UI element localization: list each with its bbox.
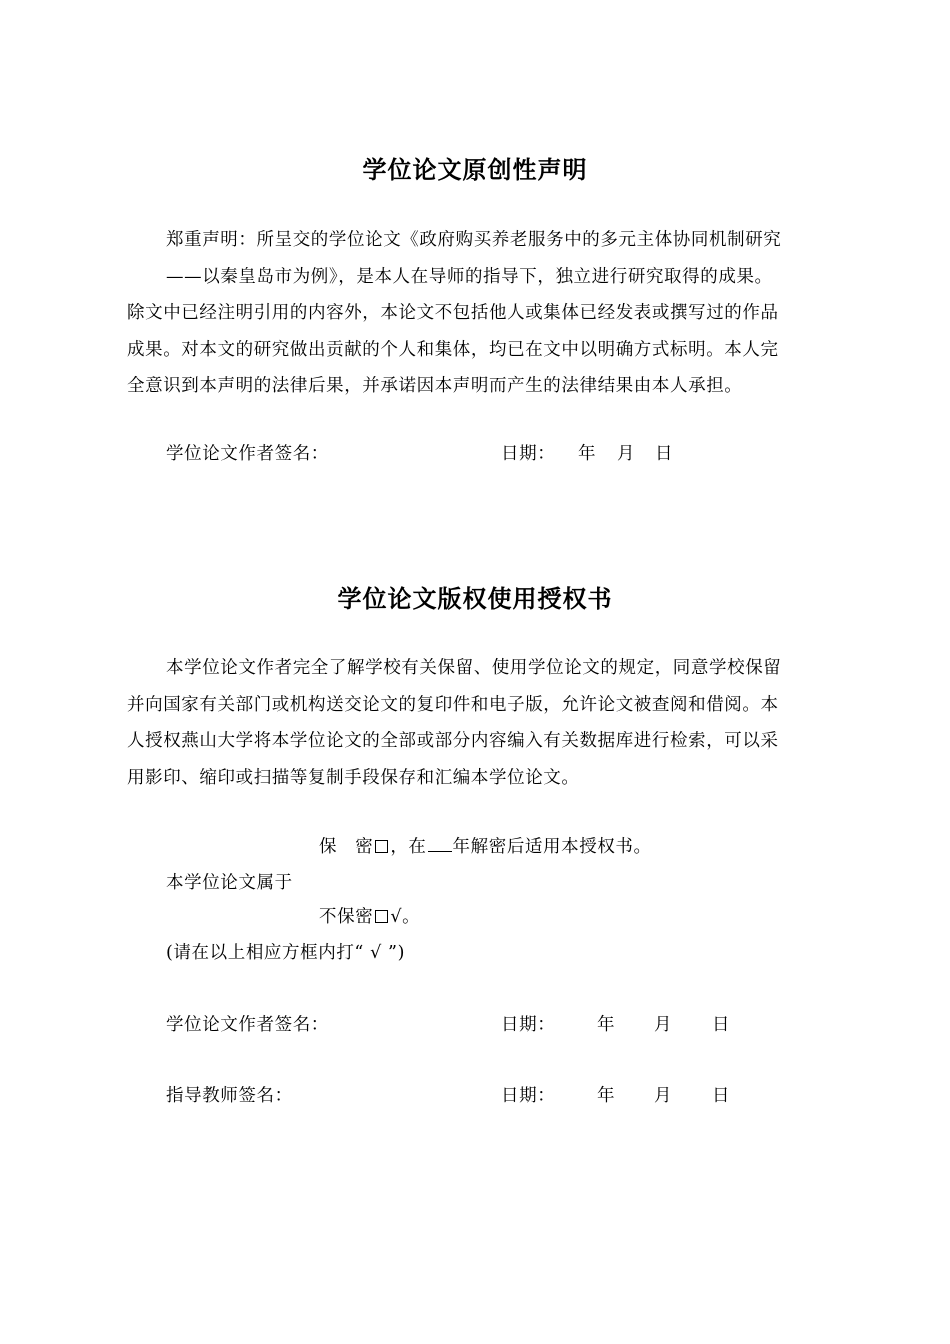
advisor-year: 年 [597,1086,616,1106]
originality-signature-label: 学位论文作者签名： [166,444,329,464]
advisor-signature-label: 指导教师签名： [166,1086,293,1106]
advisor-day: 日 [712,1086,731,1106]
author-month: 月 [654,1015,673,1035]
advisor-month: 月 [654,1086,673,1106]
authorization-title: 学位论文版权使用授权书 [337,585,613,613]
author-signature-label: 学位论文作者签名： [166,1015,329,1035]
nonsecret-option: 不保密 √。 [319,907,421,927]
secret-option: 保 密 ，在 年解密后适用本授权书。 [319,837,652,857]
authorization-line-4: 用影印、缩印或扫描等复制手段保存和汇编本学位论文。 [127,767,580,788]
authorization-line-3: 人授权燕山大学将本学位论文的全部或部分内容编入有关数据库进行检索，可以采 [127,731,779,751]
originality-year: 年 [578,444,597,464]
originality-date-label: 日期： [501,444,556,464]
belongs-label: 本学位论文属于 [166,873,293,893]
secret-years-blank[interactable] [428,837,452,852]
originality-line-4: 成果。对本文的研究做出贡献的个人和集体，均已在文中以明确方式标明。本人完 [127,339,779,360]
originality-line-1: 郑重声明：所呈交的学位论文《政府购买养老服务中的多元主体协同机制研究 [166,230,782,250]
originality-line-5: 全意识到本声明的法律后果，并承诺因本声明而产生的法律结果由本人承担。 [127,376,743,396]
authorization-paragraph [127,650,827,796]
author-day: 日 [712,1015,731,1035]
advisor-date-label: 日期： [501,1086,556,1106]
secret-checkbox[interactable] [375,840,388,853]
originality-title: 学位论文原创性声明 [362,156,588,184]
originality-paragraph [127,222,827,405]
author-date-label: 日期： [501,1015,556,1035]
author-year: 年 [597,1015,616,1035]
originality-line-3: 除文中已经注明引用的内容外，本论文不包括他人或集体已经发表或撰写过的作品 [127,303,779,323]
check-instruction: (请在以上相应方框内打“ √ ”) [166,943,406,963]
nonsecret-checkbox[interactable] [375,910,388,923]
originality-month: 月 [617,444,636,464]
authorization-line-2: 并向国家有关部门或机构送交论文的复印件和电子版，允许论文被查阅和借阅。本 [127,694,779,715]
originality-line-2: ——以秦皇岛市为例》，是本人在导师的指导下，独立进行研究取得的成果。 [166,266,773,287]
authorization-line-1: 本学位论文作者完全了解学校有关保留、使用学位论文的规定，同意学校保留 [166,658,782,678]
originality-day: 日 [655,444,674,464]
